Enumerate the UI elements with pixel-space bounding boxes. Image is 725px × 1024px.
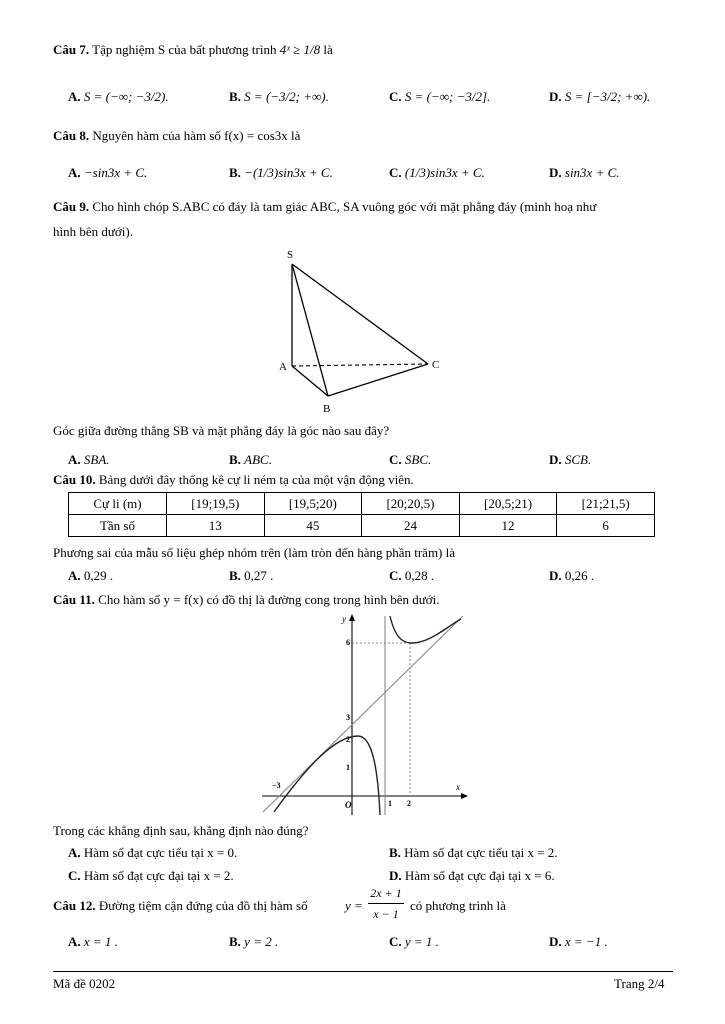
- x-axis-label: x: [456, 782, 460, 792]
- table-cell: 13: [166, 515, 264, 537]
- tick-y-6: 6: [346, 638, 350, 647]
- q10-option-d[interactable]: D. 0,26 .: [549, 568, 595, 583]
- q7-option-b[interactable]: B. S = (−3/2; +∞).: [229, 89, 329, 104]
- table-cell: Tần số: [69, 515, 167, 537]
- q9-option-a[interactable]: A. SBA.: [68, 452, 110, 467]
- graph-left-branch: [274, 736, 380, 815]
- y-axis-label: y: [342, 614, 346, 624]
- q11-text: Cho hàm số y = f(x) có đồ thị là đường cong trong hình bên dưới.: [98, 592, 440, 607]
- q9-label: Câu 9.: [53, 199, 90, 214]
- table-cell: [20;20,5): [362, 493, 460, 515]
- oblique-asymptote: [263, 616, 463, 812]
- q12-option-a[interactable]: A. x = 1 .: [68, 934, 118, 949]
- page-number: Trang 2/4: [614, 976, 665, 991]
- q7-text: Tập nghiệm S của bất phương trình: [92, 42, 277, 57]
- tick-y-3: 3: [346, 713, 350, 722]
- origin-label: O: [345, 800, 352, 810]
- vertex-c-label: C: [432, 359, 440, 371]
- function-graph: [258, 612, 470, 817]
- q7-option-d[interactable]: D. S = [−3/2; +∞).: [549, 89, 651, 104]
- q10-question: Phương sai của mẫu số liệu ghép nhóm trên (làm tròn đến hàng phần trăm) là: [53, 545, 456, 560]
- q11-option-c[interactable]: C. Hàm số đạt cực đại tại x = 2.: [68, 868, 234, 883]
- table-cell: 6: [557, 515, 655, 537]
- q10-option-c[interactable]: C. 0,28 .: [389, 568, 435, 583]
- q11-option-b[interactable]: B. Hàm số đạt cực tiểu tại x = 2.: [389, 845, 558, 860]
- tick-y-2: 2: [346, 735, 350, 744]
- q12-label: Câu 12.: [53, 898, 96, 913]
- q10-stem: [53, 472, 414, 488]
- footer-divider: [53, 971, 673, 972]
- q8-stem: [53, 128, 300, 144]
- q10-label: Câu 10.: [53, 472, 96, 487]
- q12-stem: [53, 898, 308, 914]
- q11-label: Câu 11.: [53, 592, 95, 607]
- q10-option-b[interactable]: B. 0,27 .: [229, 568, 274, 583]
- q12-option-d[interactable]: D. x = −1 .: [549, 934, 608, 949]
- q7-option-c[interactable]: C. S = (−∞; −3/2].: [389, 89, 491, 104]
- q9-text-line1: Cho hình chóp S.ABC có đáy là tam giác ABC, SA vuông góc với mặt phẳng đáy (minh hoạ như: [92, 199, 597, 214]
- q12-tail: có phương trình là: [410, 898, 506, 913]
- q8-option-d[interactable]: D. sin3x + C.: [549, 165, 620, 180]
- q12-y-eq: y =: [345, 898, 363, 913]
- x-axis-arrow: [461, 793, 468, 799]
- tick-y-1: 1: [346, 763, 350, 772]
- q8-label: Câu 8.: [53, 128, 90, 143]
- q10-text: Bảng dưới đây thống kê cự li ném tạ của một vận động viên.: [98, 472, 414, 487]
- q8-option-a[interactable]: A. −sin3x + C.: [68, 165, 148, 180]
- q11-question: Trong các khẳng định sau, khẳng định nào đúng?: [53, 823, 309, 838]
- table-cell: 45: [264, 515, 362, 537]
- q7-option-a[interactable]: A. S = (−∞; −3/2).: [68, 89, 169, 104]
- table-cell: 24: [362, 515, 460, 537]
- tick-x-minus3: −3: [272, 781, 281, 790]
- table-cell: 12: [459, 515, 557, 537]
- q11-option-d[interactable]: D. Hàm số đạt cực đại tại x = 6.: [389, 868, 555, 883]
- vertex-a-label: A: [279, 361, 287, 373]
- vertex-b-label: B: [323, 403, 331, 415]
- q11-option-a[interactable]: A. Hàm số đạt cực tiểu tại x = 0.: [68, 845, 238, 860]
- q9-option-b[interactable]: B. ABC.: [229, 452, 272, 467]
- q12-fraction-denominator: x − 1: [373, 907, 399, 921]
- q9-question: Góc giữa đường thẳng SB và mặt phẳng đáy là góc nào sau đây?: [53, 423, 390, 438]
- q9-option-d[interactable]: D. SCB.: [549, 452, 592, 467]
- q12-option-b[interactable]: B. y = 2 .: [229, 934, 279, 949]
- q8-option-c[interactable]: C. (1/3)sin3x + C.: [389, 165, 485, 180]
- table-cell: [21;21,5): [557, 493, 655, 515]
- q8-text: Nguyên hàm của hàm số f(x) = cos3x là: [92, 128, 301, 143]
- q8-option-b[interactable]: B. −(1/3)sin3x + C.: [229, 165, 333, 180]
- vertex-s-label: S: [287, 249, 294, 261]
- q10-option-a[interactable]: A. 0,29 .: [68, 568, 114, 583]
- q12-text: Đường tiệm cận đứng của đồ thị hàm số: [98, 898, 308, 913]
- tick-x-1: 1: [388, 799, 392, 808]
- q7-tail: là: [323, 42, 333, 57]
- q7-label: Câu 7.: [53, 42, 90, 57]
- q7-stem: [53, 42, 333, 58]
- table-row: [69, 493, 655, 515]
- q12-fraction-bar: [368, 903, 404, 904]
- q9-text-line2: hình bên dưới).: [53, 224, 133, 239]
- q11-stem: [53, 592, 440, 608]
- q7-expr: 4ˣ ≥ 1/8: [279, 42, 321, 57]
- exam-code: Mã đề 0202: [53, 976, 116, 991]
- table-cell: [19,5;20): [264, 493, 362, 515]
- tick-x-2: 2: [407, 799, 411, 808]
- graph-right-branch: [390, 616, 461, 643]
- table-cell: [19;19,5): [166, 493, 264, 515]
- table-cell: [20,5;21): [459, 493, 557, 515]
- q9-stem: [53, 199, 596, 215]
- q12-option-c[interactable]: C. y = 1 .: [389, 934, 439, 949]
- q12-fraction-numerator: 2x + 1: [370, 886, 402, 900]
- y-axis-arrow: [349, 614, 355, 621]
- q9-option-c[interactable]: C. SBC.: [389, 452, 432, 467]
- distance-frequency-table: [68, 492, 655, 537]
- pyramid-figure: [270, 244, 450, 419]
- table-row: [69, 515, 655, 537]
- table-cell: Cự li (m): [69, 493, 167, 515]
